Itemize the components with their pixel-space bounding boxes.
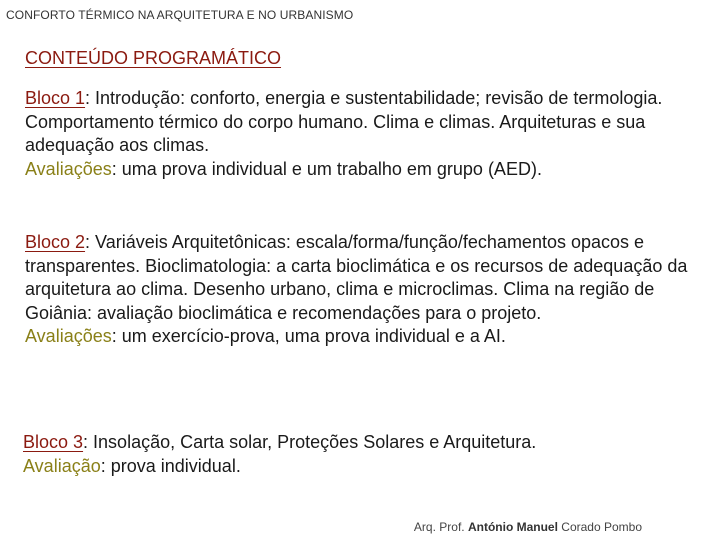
evaluation-text: : um exercício-prova, uma prova individual e a AI.	[111, 326, 506, 346]
content-block-1	[25, 87, 715, 181]
evaluation-text: : uma prova individual e um trabalho em grupo (AED).	[111, 158, 542, 179]
evaluation-label: Avaliações	[25, 158, 112, 179]
block-label: Bloco 3	[23, 432, 84, 452]
author-prefix: Arq. Prof.	[413, 520, 468, 534]
section-title: CONTEÚDO PROGRAMÁTICO	[25, 48, 282, 68]
author-footer	[414, 520, 642, 534]
block-text: : Introdução: conforto, energia e sustentabilidade; revisão de termologia. Comportamento térmico do corpo humano. Clima e climas. Arquiteturas e sua adequação aos climas.	[25, 88, 663, 155]
author-name: António Manuel	[467, 520, 558, 534]
block-label: Bloco 2	[25, 232, 86, 252]
evaluation-label: Avaliações	[25, 326, 112, 346]
block-text: : Variáveis Arquitetônicas: escala/forma/função/fechamentos opacos e transparentes. Bioclimatologia: a carta bioclimática e os recursos de adequação da arquitetura ao clima. Desenho urbano, clima e microclimas. Clima na região de Goiânia: avaliação bioclimática e recomendações para o projeto.	[25, 232, 688, 323]
content-block-2	[25, 231, 715, 349]
block-label: Bloco 1	[25, 88, 86, 108]
block-text: : Insolação, Carta solar, Proteções Solares e Arquitetura.	[83, 432, 537, 452]
content-block-3	[23, 431, 713, 478]
author-suffix: Corado Pombo	[557, 520, 642, 534]
evaluation-label: Avaliação	[23, 455, 101, 476]
page-header-title: CONFORTO TÉRMICO NA ARQUITETURA E NO URBANISMO	[6, 8, 354, 22]
evaluation-text: : prova individual.	[100, 455, 241, 476]
